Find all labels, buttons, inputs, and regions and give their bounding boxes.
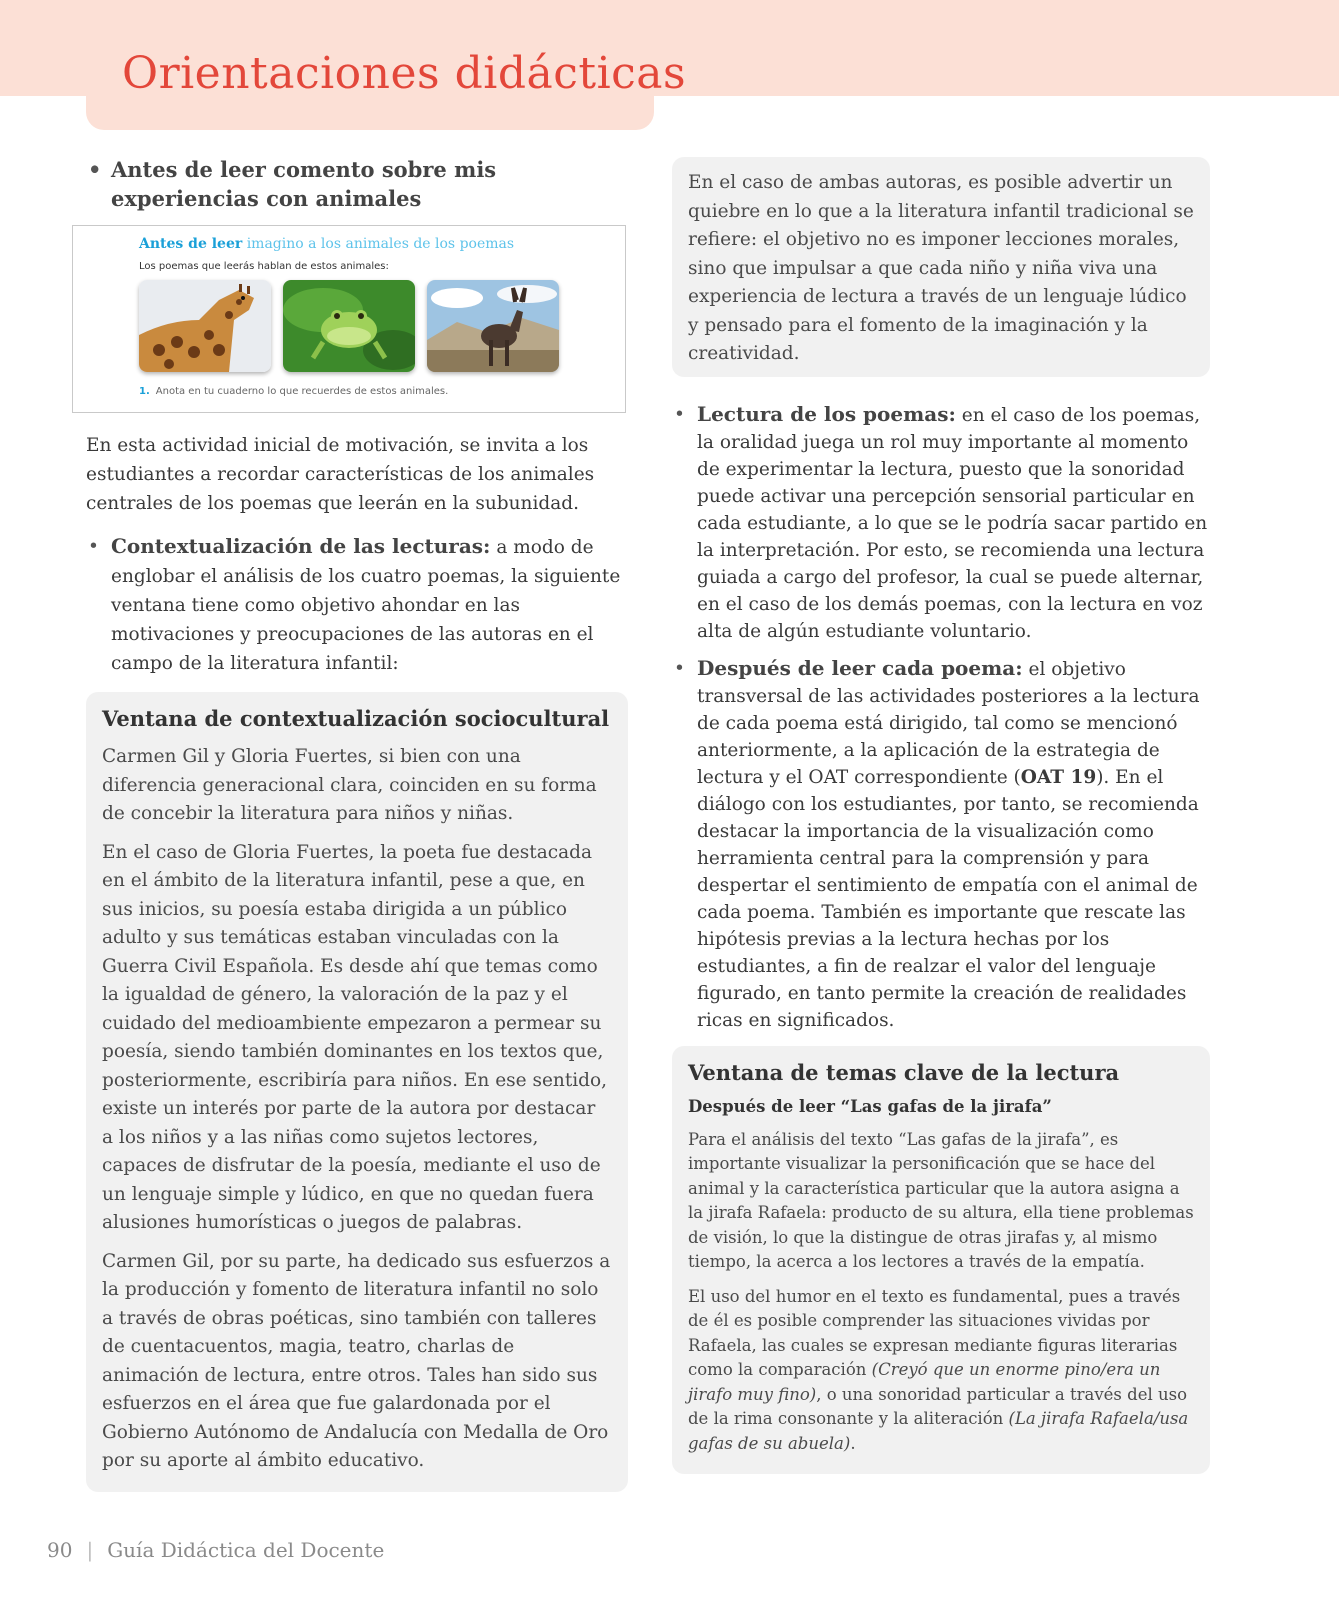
key-themes-window [672, 1046, 1210, 1475]
intro-paragraph: En esta actividad inicial de motivación, se invita a los estudiantes a recordar características de los animales centrales de los poemas que leerán en la subunidad. [86, 435, 595, 514]
figure-subtitle: Los poemas que leerás hablan de estos animales: [139, 261, 389, 272]
footer-title: Guía Didáctica del Docente [107, 1538, 385, 1562]
figure-note: 1. Anota en tu cuaderno lo que recuerdes de estos animales. [139, 386, 449, 397]
key-themes-p1: Para el análisis del texto “Las gafas de la jirafa”, es importante visualizar la personificación que se hace del animal y la característica particular que la autora asigna a la jirafa Rafaela: producto de su altura, ella tiene problemas de visión, lo que la distingue de otras jirafas y, al mismo tiempo, la acerca a los lectores a través de la empatía. [688, 1129, 1194, 1271]
bullet-despues-de-leer: • Después de leer cada poema: el objetivo transversal de las actividades posteriores a la lectura de cada poema está dirigido, tal como se mencionó anteriormente, a la aplicación de la estrategia de lectura y el OAT correspondiente (OAT 19). En el diálogo con los estudiantes, por tanto, se recomienda destacar la importancia de la visualización como herramienta central para la comprensión y para despertar el sentimiento de empatía con el animal de cada poema. También es importante que rescate las hipótesis previas a la lectura hechas por los estudiantes, a fin de realzar el valor del lenguaje figurado, en tanto permite la creación de realidades ricas en significados. [672, 655, 1210, 1034]
right-column [672, 157, 1210, 1474]
bullet-antes-de-leer: • Antes de leer comento sobre mis experiencias con animales [86, 155, 628, 213]
donkey-photo [427, 280, 559, 372]
key-themes-subheading: Después de leer “Las gafas de la jirafa” [688, 1096, 1052, 1116]
authors-box [672, 157, 1210, 377]
bullet-contextualizacion: • Contextualización de las lecturas: a modo de englobar el análisis de los cuatro poemas, la siguiente ventana tiene como objetivo ahondar en las motivaciones y preocupaciones de las autoras en el campo de la literatura infantil: [86, 532, 628, 678]
giraffe-photo [139, 280, 271, 372]
frog-photo [283, 280, 415, 372]
activity-figure [72, 225, 626, 413]
left-column [86, 155, 628, 1492]
footer-separator: | [86, 1538, 94, 1562]
sociocultural-p1: Carmen Gil y Gloria Fuertes, si bien con una diferencia generacional clara, coinciden en su forma de concebir la literatura para niños y niñas. [102, 746, 597, 824]
sociocultural-window-heading: Ventana de contextualización sociocultural [102, 706, 610, 731]
key-themes-p2: El uso del humor en el texto es fundamental, pues a través de él es posible comprender las situaciones vividas por Rafaela, las cuales se expresan mediante figuras literarias como la comparación (Creyó que un enorme pino/era un jirafo muy fino), o una sonoridad particular a través del uso de la rima consonante y la aliteración (La jirafa Rafaela/usa gafas de su abuela). [688, 1286, 1189, 1453]
sociocultural-window [86, 692, 628, 1492]
authors-box-text: En el caso de ambas autoras, es posible advertir un quiebre en lo que a la literatura infantil tradicional se refiere: el objetivo no es imponer lecciones morales, sino que impulsar a que cada niño y niña viva una experiencia de lectura a través de un lenguaje lúdico y pensado para el fomento de la imaginación y la creatividad. [688, 172, 1194, 364]
sociocultural-p3: Carmen Gil, por su parte, ha dedicado sus esfuerzos a la producción y fomento de literatura infantil no solo a través de obras poéticas, sino también con talleres de cuentacuentos, magia, teatro, charlas de animación de lectura, entre otros. Tales han sido sus esfuerzos en el área que fue galardonada por el Gobierno Autónomo de Andalucía con Medalla de Oro por su aporte al ámbito educativo. [102, 1250, 611, 1471]
page-footer [47, 1538, 384, 1562]
oat-reference: OAT 19 [1020, 766, 1097, 788]
sociocultural-p2: En el caso de Gloria Fuertes, la poeta fue destacada en el ámbito de la literatura infantil, pese a que, en sus inicios, su poesía estaba dirigida a un público adulto y sus temáticas estaban vinculadas con la Guerra Civil Española. Es desde ahí que temas como la igualdad de género, la valoración de la paz y el cuidado del medioambiente empezaron a permear su poesía, siendo también dominantes en los textos que, posteriormente, escribiría para niños. En ese sentido, existe un interés por parte de la autora por destacar a los niños y a las niñas como sujetos lectores, capaces de disfrutar de la poesía, mediante el uso de un lenguaje simple y lúdico, en que no quedan fuera alusiones humorísticas o juegos de palabras. [102, 841, 608, 1233]
key-themes-heading: Ventana de temas clave de la lectura [688, 1059, 1120, 1085]
page-title: Orientaciones didácticas [122, 48, 687, 99]
page-number: 90 [47, 1538, 73, 1562]
bullet-lectura-poemas: • Lectura de los poemas: en el caso de los poemas, la oralidad juega un rol muy importante al momento de experimentar la lectura, puesto que la sonoridad puede activar una percepción sensorial particular en cada estudiante, a lo que se le podría sacar partido en la interpretación. Por esto, se recomienda una lectura guiada a cargo del profesor, la cual se puede alternar, en el caso de los demás poemas, con la lectura en voz alta de algún estudiante voluntario. [672, 401, 1210, 645]
figure-heading: Antes de leer imagino a los animales de los poemas [139, 236, 515, 252]
